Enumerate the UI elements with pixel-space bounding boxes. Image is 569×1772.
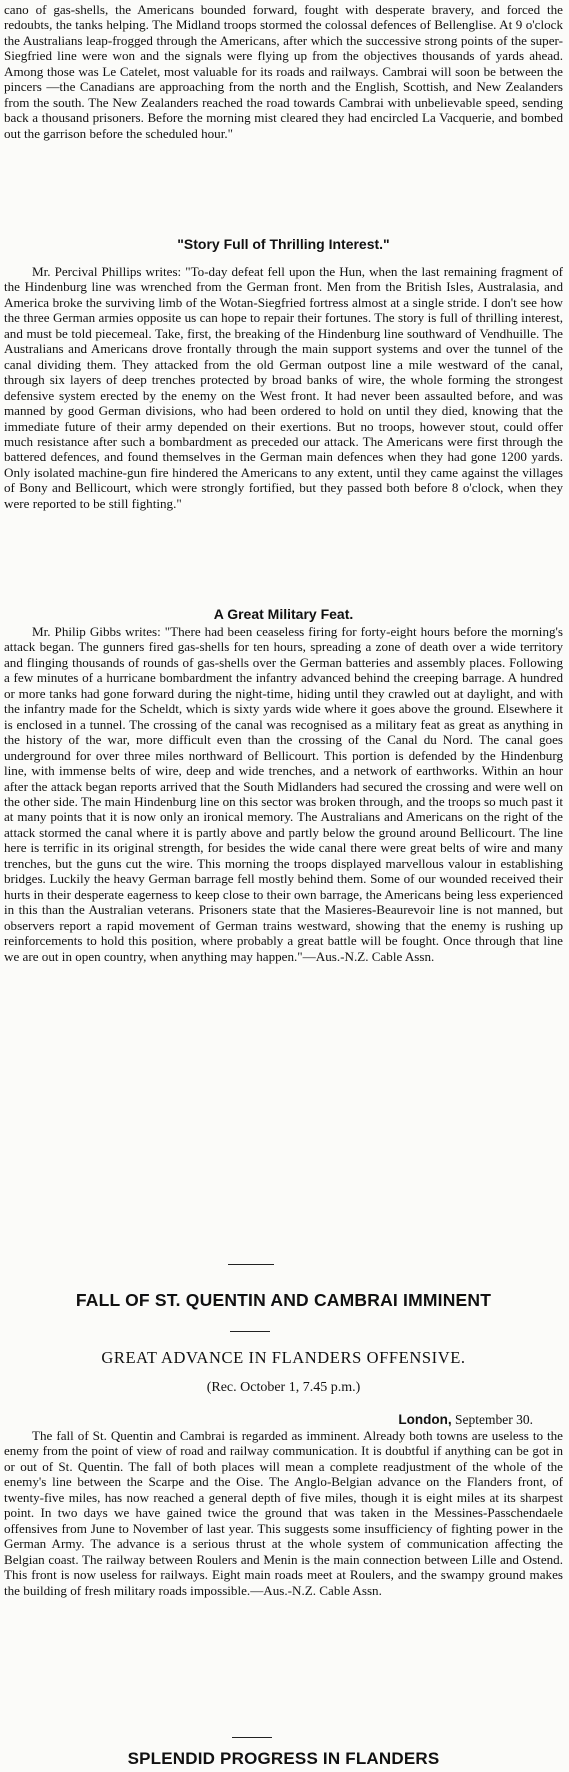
article-paragraph: The fall of St. Quentin and Cambrai is regarded as imminent. Already both towns are useless to the enemy from the point of view of road and railway communication. It is doubtful if anything can be got in or out of St. Quentin. The fall of both places will mean a complete readjustment of the whole of the enemy's line between the Scarpe and the Oise. The Anglo-Belgian advance on the Flanders front, of twenty-five miles, has now reached a general depth of five miles, though it is eight miles at its sharpest point. In two days we have gained twice the ground that was taken in the Messines-Passchendaele offensives from June to November of last year. This suggests some insufficiency of fighting power in the German Army. The advance is a serious thrust at the whole system of communication affecting the Belgian coast. The railway between Roulers and Menin is the main connection between Lille and Ostend. This front is now useless for railways. Eight main roads meet at Roulers, and the swampy ground makes the building of fresh military roads impossible.—Aus.-N.Z. Cable Assn.: [4, 1428, 563, 1598]
feat-paragraph-block: [4, 624, 563, 964]
dateline: [4, 1412, 563, 1428]
headline-divider: [230, 1331, 270, 1332]
dateline-date: September 30.: [455, 1412, 533, 1427]
subheadline-advance: GREAT ADVANCE IN FLANDERS OFFENSIVE.: [101, 1348, 466, 1367]
dateline-place: London,: [398, 1412, 452, 1427]
received-time: (Rec. October 1, 7.45 p.m.): [206, 1380, 361, 1395]
intro-paragraph-block: [4, 2, 563, 141]
section-heading-story: [4, 236, 563, 252]
next-heading-block: [4, 1749, 563, 1769]
heading-story-full: "Story Full of Thrilling Interest.": [177, 236, 390, 252]
story-paragraph: Mr. Percival Phillips writes: "To-day defeat fell upon the Hun, when the last remaining fragment of the Hindenburg line was wrenched from the German front. Men from the British Isles, Australasia, and America broke the surviving limb of the Wotan-Siegfried fortress almost at a single stride. I don't see how the three German armies opposite us can hope to repair their fortunes. The story is full of thrilling interest, and must be told piecemeal. Take, first, the breaking of the Hindenburg line southward of Vendhuille. The Australians and Americans drove frontally through the main support systems and over the tunnel of the canal dividing them. They attacked from the old German outpost line a mile westward of the canal, through six layers of deep trenches protected by broad banks of wire, the whole forming the strongest defensive system erected by the enemy on the West front. It had never been assaulted before, and was manned by good German divisions, who had been ordered to hold on until they died, knowing that the immediate future of their army depended on their exertions. But no troops, however stout, could offer much resistance after such a bombardment as preceded our attack. The Americans were first through the battered defences, and found themselves in the German main defences when they had gone 1200 yards. Only isolated machine-gun fire hindered the Americans to any extent, until they came against the villages of Bony and Bellicourt, which were strongly fortified, but they passed both before 8 o'clock, when they were reported to be still fighting.": [4, 264, 563, 511]
subheadline-block: [4, 1348, 563, 1368]
received-line: [4, 1380, 563, 1396]
headline-splendid: SPLENDID PROGRESS IN FLANDERS: [127, 1749, 440, 1768]
bottom-divider: [232, 1737, 272, 1738]
intro-paragraph: cano of gas-shells, the Americans bounded forward, fought with desperate bravery, and forced the redoubts, the tanks helping. The Midland troops stormed the colossal defences of Bellenglise. At 9 o'clock the Australians leap-frogged through the Americans, after which the successive strong points of the super-Siegfried line were won and the signals were flying up from the objectives thousands of yards ahead. Among those was Le Catelet, most valuable for its roads and railways. Cambrai will soon be between the pincers —the Canadians are approaching from the north and the English, Scottish, and New Zealanders from the south. The New Zealanders reached the road towards Cambrai with unbelievable speed, sending back a thousand prisoners. Before the morning mist cleared they had encircled La Vacquerie, and bombed out the garrison before the scheduled hour.": [4, 2, 563, 141]
headline-fall: FALL OF ST. QUENTIN AND CAMBRAI IMMINENT: [75, 1290, 492, 1310]
heading-military-feat: A Great Military Feat.: [213, 606, 354, 622]
dateline-block: [4, 1412, 563, 1428]
article-paragraph-block: [4, 1428, 563, 1598]
story-paragraph-block: [4, 264, 563, 511]
feat-paragraph: Mr. Philip Gibbs writes: "There had been ceaseless firing for forty-eight hours before the morning's attack began. The gunners fired gas-shells for ten hours, spreading a zone of death over a wide territory and flinging thousands of rounds of gas-shells over the German batteries and assembly places. Following a few minutes of a hurricane bombardment the infantry advanced behind the creeping barrage. A hundred or more tanks had gone forward during the night-time, hiding until they crawled out at daylight, and with the infantry made for the Scheldt, which is sixty yards wide where it goes above the ground. Elsewhere it is enclosed in a tunnel. The crossing of the canal was recognised as a military feat as great as anything in the history of the war, more difficult even than the crossing of the Canal du Nord. The canal goes underground for over three miles northward of Bellicourt. This portion is defended by the Hindenburg line, with immense belts of wire, deep and wide trenches, and a network of earthworks. Within an hour after the attack began reports arrived that the South Midlanders had secured the crossing and were well on the other side. The main Hindenburg line on this sector was broken through, and the troops so much past it at many points that it is now only an ironical memory. The Australians and Americans on the right of the attack stormed the canal where it is partly above and partly below the ground around Bellicourt. The line here is terrific in its original strength, for besides the wide canal there were great belts of wire and many trenches, but the guns cut the wire. This morning the troops displayed marvellous valour in establishing bridges. Luckily the heavy German barrage fell mostly behind them. Some of our wounded received their hurts in their desperate eagerness to keep close to their own barrage, the Americans being less experienced in this than the Australian veterans. Prisoners state that the Masieres-Beaurevoir line is not manned, but observers report a rapid movement of German trains westward, showing that the enemy is rushing up reinforcements to hold this position, where probably a great battle will be fought. Once through that line we are out in open country, when anything may happen."—Aus.-N.Z. Cable Assn.: [4, 624, 563, 964]
headline-block: [4, 1290, 563, 1311]
section-heading-feat: [4, 606, 563, 622]
section-divider-short: [228, 1264, 274, 1265]
